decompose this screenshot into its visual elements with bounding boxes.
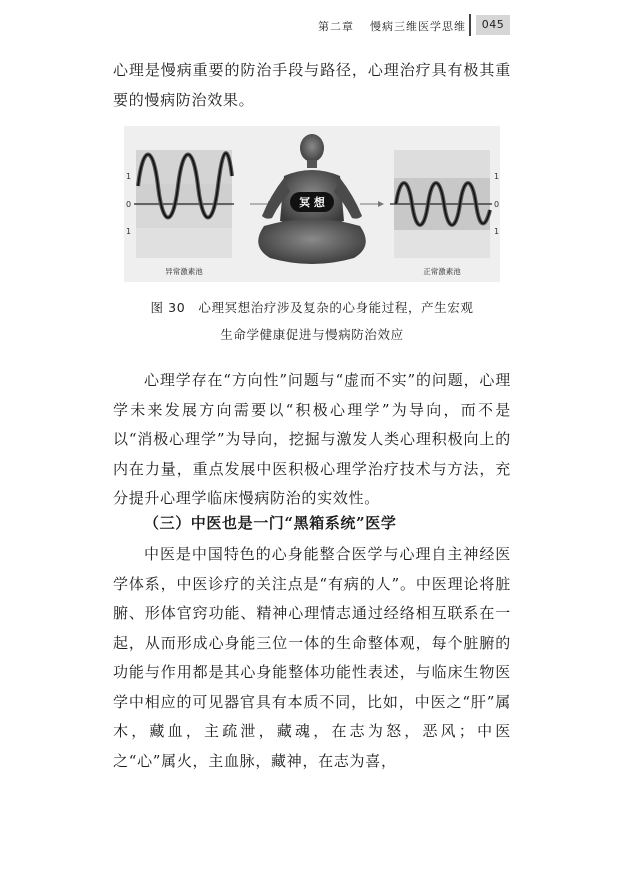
chapter-label: 第二章 (318, 20, 354, 33)
meditation-figure (124, 126, 500, 282)
arrow-right (360, 201, 384, 207)
body-paragraph-psychology: 心理学存在“方向性”问题与“虚而不实”的问题，心理学未来发展方向需要以“积极心理学”为导向，而不是以“消极心理学”为导向，挖掘与激发人类心理积极向上的内在力量，重点发展中医积极心理学治疗技术与方法，充分提升心理学临床慢病防治的实效性。 (113, 371, 511, 507)
right-tick-mid: 0 (494, 200, 500, 209)
section-heading: （三）中医也是一门“黑箱系统”医学 (144, 514, 397, 532)
left-panel-label: 异常激素池 (165, 267, 203, 276)
meditation-label: 冥 想 (299, 196, 325, 209)
left-tick-bottom: 1 (126, 227, 132, 236)
meditation-illustration (124, 126, 500, 282)
page-number: 045 (476, 15, 510, 35)
intro-paragraph: 心理是慢病重要的防治手段与路径，心理治疗具有极其重要的慢病防治效果。 (113, 61, 511, 109)
figure-caption-line2: 生命学健康促进与慢病防治效应 (220, 327, 404, 342)
right-panel (390, 150, 499, 276)
running-header (0, 14, 622, 36)
right-panel-label: 正常激素池 (423, 267, 461, 276)
right-tick-bottom: 1 (494, 227, 500, 236)
body-paragraph-tcm: 中医是中国特色的心身能整合医学与心理自主神经医学体系，中医诊疗的关注点是“有病的人”。中医理论将脏腑、形体官窍功能、精神心理情志通过经络相互联系在一起，从而形成心身能三位一体的生命整体观，每个脏腑的功能与作用都是其心身能整体功能性表述，与临床生物医学中相应的可见器官具有本质不同，比如，中医之“肝”属木，藏血，主疏泄，藏魂，在志为怒，恶风；中医之“心”属火，主血脉，藏神，在志为喜， (113, 545, 511, 770)
left-tick-mid: 0 (126, 200, 132, 209)
left-tick-top: 1 (126, 172, 132, 181)
figure-caption-line1: 图 30 心理冥想治疗涉及复杂的心身能过程，产生宏观 (150, 300, 474, 315)
meditating-person-icon (258, 134, 366, 264)
right-tick-top: 1 (494, 172, 500, 181)
header-separator (469, 14, 471, 36)
chapter-title: 慢病三维医学思维 (370, 20, 466, 33)
left-panel (126, 150, 234, 276)
